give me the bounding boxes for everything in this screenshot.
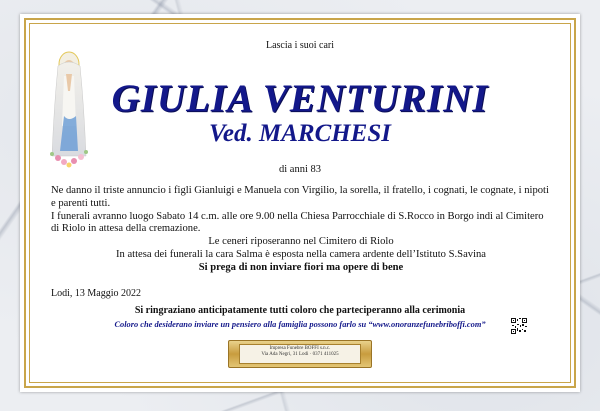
thanks-line: Si ringraziano anticipatamente tutti coloro che parteciperanno alla cerimonia [134,305,466,316]
plaque-address: Via Ada Negri, 31 Lodi · 0371 411025 [261,352,339,357]
website-invite: Coloro che desiderano inviare un pensiero alla famiglia possono farlo su “www.onoranzefunebriboffi.com” [114,320,486,329]
announcement-paragraph: Ne danno il triste annuncio i figli Gianluigi e Manuela con Virgilio, la sorella, il fratello, i cognati, le cognate, i nipoti e parenti tutti. [51,185,549,209]
funeral-paragraph: I funerali avranno luogo Sabato 14 c.m. alle ore 9.00 nella Chiesa Parrocchiale di S.Rocco in Borgo indi al Cimitero di Riolo in attesa della cremazione. [51,210,544,235]
qr-code-icon [511,318,527,334]
notice-body [51,185,551,275]
funeral-home-plaque [228,340,372,368]
no-flowers-line: Si prega di non inviare fiori ma opere di bene [198,261,404,273]
notice-date: Lodi, 13 Maggio 2022 [51,288,141,299]
plaque-text [239,344,361,364]
intro-text: Lascia i suoi cari [265,40,335,51]
plaque-company: Impresa Funebre BOFFI s.n.c. [269,346,331,351]
age-text: di anni 83 [279,164,321,175]
married-name: Ved. MARCHESI [208,120,391,147]
deceased-name: GIULIA VENTURINI [111,77,489,120]
chapel-line: In attesa dei funerali la cara Salma è esposta nella camera ardente dell’Istituto S.Savina [115,248,487,260]
ashes-line: Le ceneri riposeranno nel Cimitero di Riolo [208,236,394,248]
